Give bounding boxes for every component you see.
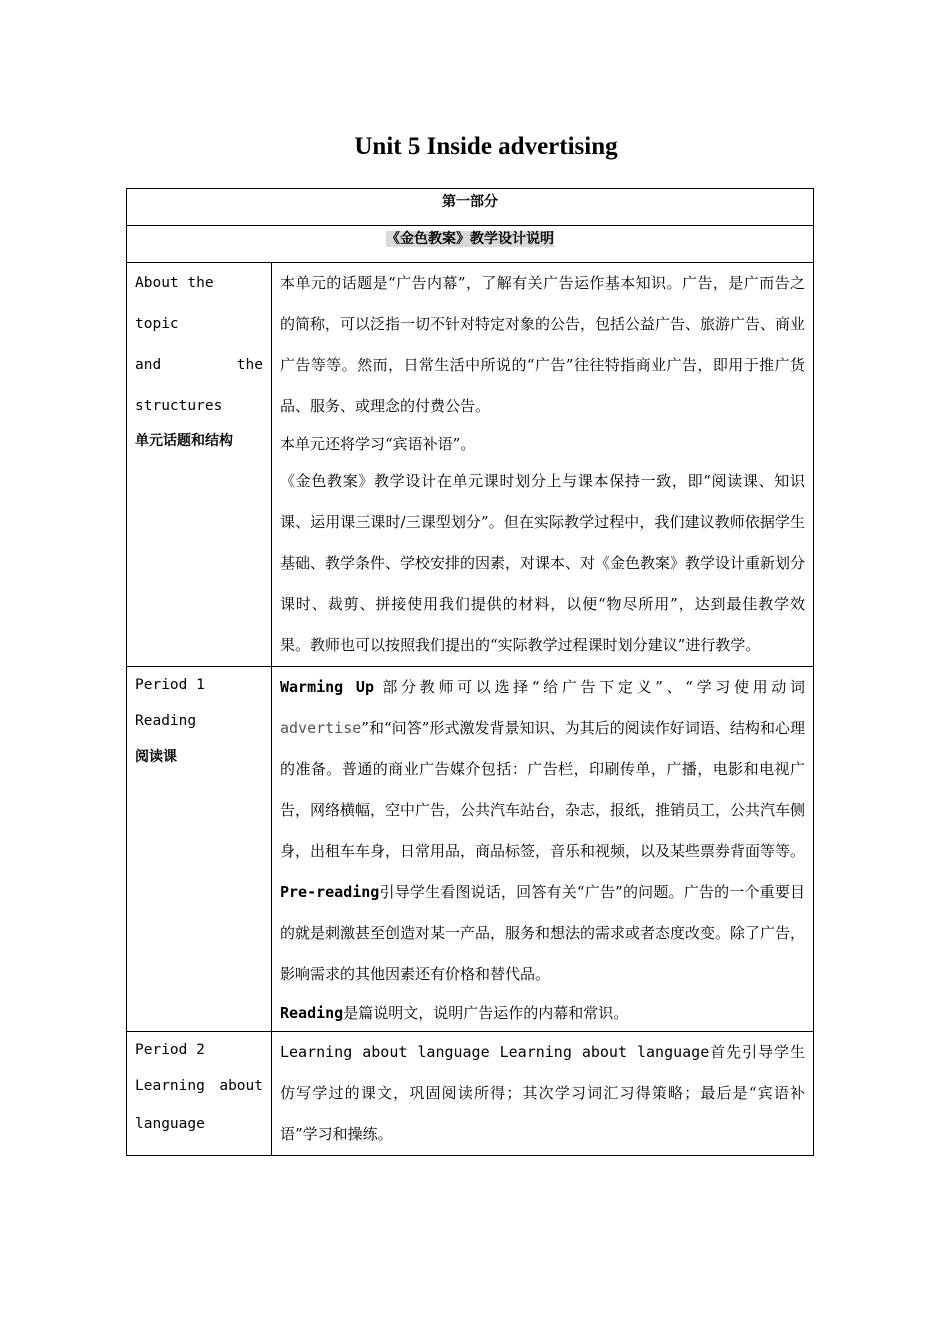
- row-label-period-1: [127, 667, 272, 1032]
- row-label-period-2: [127, 1032, 272, 1156]
- reading-label: Reading: [280, 1004, 344, 1022]
- label-line: [135, 1068, 263, 1104]
- label-line: [135, 263, 263, 345]
- paragraph: 本单元还将学习“宾语补语”。: [280, 435, 476, 453]
- paragraph-pre-reading: [280, 872, 805, 995]
- label-text: and: [135, 357, 162, 373]
- pre-reading-text: 引导学生看图说话，回答有关“广告”的问题。广告的一个重要目的就是刺激甚至创造对某一产品，服务和想法的需求或者态度改变。除了广告，影响需求的其他因素还有价格和替代品。: [280, 883, 806, 983]
- paragraph: 《金色教案》教学设计在单元课时划分上与课本保持一致，即“阅读课、知识课、运用课三课时/三课型划分”。但在实际教学过程中，我们建议教师依据学生基础、教学条件、学校安排的因素，对课本、对《金色教案》教学设计重新划分课时、裁剪、拼接使用我们提供的材料，以便“物尽所用”，达到最佳教学效果。教师也可以按照我们提出的“实际教学过程课时划分建议”进行教学。: [280, 472, 806, 654]
- label-line: Reading: [135, 713, 197, 729]
- label-line: [135, 386, 263, 427]
- paragraph-warming-up: [280, 667, 805, 872]
- paragraph-learning-about-language: [280, 1032, 805, 1155]
- design-header-text: 《金色教案》教学设计说明: [386, 231, 554, 247]
- warming-up-label: Warming Up: [280, 678, 374, 696]
- table-row: [127, 263, 814, 667]
- label-line: Period 1: [135, 677, 205, 693]
- section-header-row: [127, 189, 814, 226]
- label-text: structures: [135, 398, 223, 414]
- advertise-word: advertise: [280, 719, 362, 737]
- paragraph: 本单元的话题是“广告内幕”，了解有关广告运作基本知识。广告，是广而告之的简称，可以泛指一切不针对特定对象的公告，包括公益广告、旅游广告、商业广告等等。然而，日常生活中所说的“广告”往往特指商业广告，即用于推广货品、服务、或理念的付费公告。: [280, 274, 806, 415]
- reading-text: 是篇说明文，说明广告运作的内幕和常识。: [343, 1004, 629, 1022]
- label-cn: 单元话题和结构: [135, 433, 233, 449]
- row-label-topic: [127, 263, 272, 667]
- learning-about-language-label: Learning about language Learning about language: [280, 1043, 710, 1061]
- design-header: [127, 226, 814, 263]
- design-header-row: [127, 226, 814, 263]
- row-content-period-1: [272, 667, 814, 1032]
- label-text: Learning: [135, 1078, 205, 1094]
- row-content-topic: [272, 263, 814, 667]
- learning-about-language-text: 首先引导学生仿写学过的课文，巩固阅读所得；其次学习词汇习得策略；最后是“宾语补语”学习和操练。: [280, 1043, 805, 1143]
- label-line: [135, 345, 263, 386]
- row-content-period-2: [272, 1032, 814, 1156]
- lesson-design-table: [126, 188, 814, 1156]
- label-cn: 阅读课: [135, 749, 177, 765]
- pre-reading-label: Pre-reading: [280, 883, 380, 901]
- section-header: 第一部分: [127, 189, 814, 226]
- label-line: Period 2: [135, 1042, 205, 1058]
- table-row: [127, 667, 814, 1032]
- paragraph-reading: [280, 995, 805, 1031]
- label-text: the: [236, 357, 263, 373]
- warming-up-text-2: ”和“问答”形式激发背景知识、为其后的阅读作好词语、结构和心理的准备。普通的商业广告媒介包括：广告栏，印刷传单，广播，电影和电视广告，网络横幅，空中广告，公共汽车站台，杂志，报纸，推销员工，公共汽车侧身，出租车车身，日常用品，商品标签，音乐和视频，以及某些票券背面等等。: [280, 719, 806, 860]
- table-row: [127, 1032, 814, 1156]
- label-line: language: [135, 1116, 205, 1132]
- page-title: Unit 5 Inside advertising: [354, 133, 618, 160]
- label-text: about: [219, 1078, 263, 1094]
- label-text: About the topic: [135, 275, 214, 332]
- warming-up-text: 部分教师可以选择“给广告下定义”、“学习使用动词: [373, 678, 805, 696]
